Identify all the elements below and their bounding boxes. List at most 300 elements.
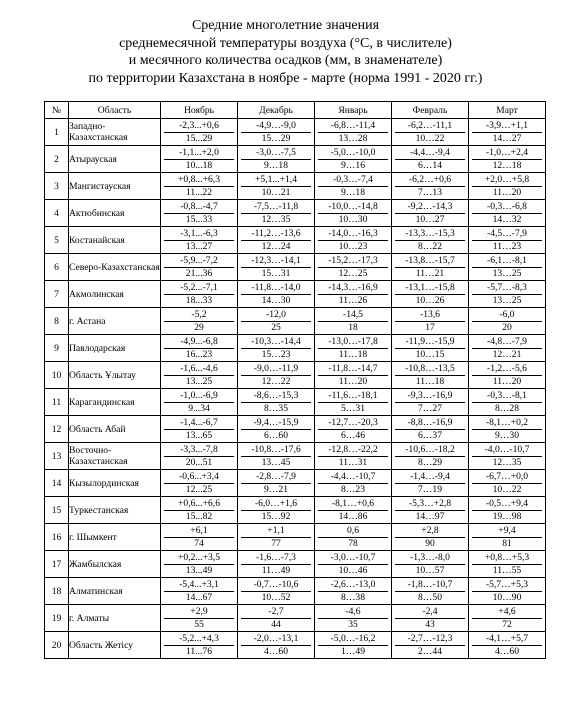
precipitation-value: 10…21 <box>241 186 311 199</box>
fraction <box>161 227 237 253</box>
temperature-value: +1,1 <box>267 524 285 536</box>
precipitation-value: 10…22 <box>472 483 542 496</box>
precipitation-value: 29 <box>164 321 234 334</box>
precipitation-value: 4…60 <box>472 645 542 658</box>
temperature-value: -0,3…-8,1 <box>487 389 527 401</box>
precipitation-value: 13...49 <box>164 564 234 577</box>
value-cell-march <box>469 146 546 173</box>
fraction <box>392 146 468 172</box>
fraction <box>161 524 237 550</box>
precipitation-value: 10…15 <box>395 348 465 361</box>
fraction <box>161 200 237 226</box>
fraction <box>315 119 391 145</box>
fraction <box>315 308 391 334</box>
temperature-value: -6,2…-11,1 <box>407 119 453 131</box>
precipitation-value: 11…55 <box>472 564 542 577</box>
value-cell-january <box>315 119 392 146</box>
fraction <box>315 470 391 496</box>
precipitation-value: 15…31 <box>241 267 311 280</box>
table-row <box>45 308 546 335</box>
precipitation-value: 77 <box>241 537 311 550</box>
precipitation-value: 12…24 <box>241 240 311 253</box>
fraction <box>161 470 237 496</box>
temperature-value: -1,0...-6,9 <box>180 389 218 401</box>
precipitation-value: 17 <box>395 321 465 334</box>
precipitation-value: 1…49 <box>318 645 388 658</box>
precipitation-value: 12…35 <box>472 456 542 469</box>
value-cell-february <box>392 335 469 362</box>
value-cell-january <box>315 389 392 416</box>
table-row <box>45 497 546 524</box>
value-cell-december <box>238 362 315 389</box>
value-cell-january <box>315 146 392 173</box>
value-cell-march <box>469 173 546 200</box>
temperature-value: -5,2...-7,1 <box>180 281 218 293</box>
value-cell-november <box>161 524 238 551</box>
precipitation-value: 4…60 <box>241 645 311 658</box>
temperature-value: -10,3…-14,4 <box>251 335 301 347</box>
precipitation-value: 15…92 <box>241 510 311 523</box>
fraction <box>469 389 545 415</box>
value-cell-november <box>161 227 238 254</box>
temperature-value: -11,6…-18,1 <box>328 389 378 401</box>
temperature-value: -2,7…-12,3 <box>407 632 453 644</box>
value-cell-february <box>392 578 469 605</box>
value-cell-december <box>238 605 315 632</box>
value-cell-december <box>238 335 315 362</box>
fraction <box>161 497 237 523</box>
value-cell-january <box>315 173 392 200</box>
precipitation-value: 15...29 <box>164 132 234 145</box>
fraction <box>238 578 314 604</box>
row-number: 5 <box>45 227 69 254</box>
temperature-value: -13,6 <box>420 308 440 320</box>
table-row <box>45 443 546 470</box>
fraction <box>392 605 468 631</box>
precipitation-value: 7…27 <box>395 402 465 415</box>
precipitation-value: 9…18 <box>241 159 311 172</box>
value-cell-november <box>161 632 238 659</box>
fraction <box>238 308 314 334</box>
temperature-value: +5,1...+1,4 <box>254 173 297 185</box>
precipitation-value: 18 <box>318 321 388 334</box>
temperature-value: -6,8…-11,4 <box>330 119 376 131</box>
precipitation-value: 9…30 <box>472 429 542 442</box>
precipitation-value: 9…18 <box>318 186 388 199</box>
temperature-value: -4,8…-7,9 <box>487 335 527 347</box>
temperature-value: -4,4…-9,4 <box>410 146 450 158</box>
fraction <box>392 200 468 226</box>
value-cell-march <box>469 524 546 551</box>
fraction <box>238 497 314 523</box>
precipitation-value: 11…49 <box>241 564 311 577</box>
temperature-value: -12,8…-22,2 <box>328 443 378 455</box>
precipitation-value: 6…46 <box>318 429 388 442</box>
table-row <box>45 605 546 632</box>
precipitation-value: 16...23 <box>164 348 234 361</box>
value-cell-december <box>238 308 315 335</box>
fraction <box>392 632 468 658</box>
precipitation-value: 12…25 <box>318 267 388 280</box>
table-row <box>45 200 546 227</box>
precipitation-value: 35 <box>318 618 388 631</box>
temperature-value: -10,8…-17,6 <box>251 443 301 455</box>
temperature-value: -0,8...-4,7 <box>180 200 218 212</box>
precipitation-value: 13…28 <box>318 132 388 145</box>
precipitation-value: 12…22 <box>241 375 311 388</box>
table-row <box>45 281 546 308</box>
title-line-4: по территории Казахстана в ноябре - марте (норма 1991 - 2020 гг.) <box>88 70 483 86</box>
temperature-value: -9,4…-15,9 <box>253 416 299 428</box>
region-name: Павлодарская <box>69 335 161 362</box>
row-number: 14 <box>45 470 69 497</box>
value-cell-march <box>469 389 546 416</box>
fraction <box>315 551 391 577</box>
value-cell-january <box>315 497 392 524</box>
temperature-value: -0,7…-10,6 <box>253 578 299 590</box>
precipitation-value: 11…18 <box>318 348 388 361</box>
precipitation-value: 11…20 <box>472 375 542 388</box>
fraction <box>161 254 237 280</box>
precipitation-value: 10…90 <box>472 591 542 604</box>
header-november: Ноябрь <box>161 102 238 119</box>
table-row <box>45 362 546 389</box>
temperature-value: -5,7…-8,3 <box>487 281 527 293</box>
region-name: Алматинская <box>69 578 161 605</box>
table-row <box>45 146 546 173</box>
value-cell-march <box>469 335 546 362</box>
value-cell-january <box>315 632 392 659</box>
precipitation-value: 21...36 <box>164 267 234 280</box>
region-name: Восточно-Казахстанская <box>69 443 161 470</box>
value-cell-january <box>315 605 392 632</box>
temperature-value: -14,0…-16,3 <box>328 227 378 239</box>
temperature-value: -5,0…-16,2 <box>330 632 376 644</box>
temperature-value: -12,3…-14,1 <box>251 254 301 266</box>
value-cell-january <box>315 443 392 470</box>
temperature-value: -2,8…-7,9 <box>256 470 296 482</box>
fraction <box>161 443 237 469</box>
value-cell-january <box>315 551 392 578</box>
temperature-value: +0,2...+3,5 <box>177 551 220 563</box>
temperature-value: -4,6 <box>345 605 361 617</box>
value-cell-january <box>315 362 392 389</box>
value-cell-march <box>469 254 546 281</box>
fraction <box>392 578 468 604</box>
temperature-value: -11,9…-15,9 <box>405 335 455 347</box>
row-number: 12 <box>45 416 69 443</box>
value-cell-february <box>392 551 469 578</box>
fraction <box>161 605 237 631</box>
value-cell-march <box>469 578 546 605</box>
temperature-value: -3,3...-7,8 <box>180 443 218 455</box>
temperature-value: 0,6 <box>347 524 359 536</box>
table-row <box>45 578 546 605</box>
fraction <box>469 578 545 604</box>
table-header <box>45 102 546 119</box>
fraction <box>161 551 237 577</box>
fraction <box>392 335 468 361</box>
fraction <box>469 524 545 550</box>
temperature-value: +2,9 <box>190 605 208 617</box>
temperature-value: -7,5…-11,8 <box>253 200 299 212</box>
value-cell-march <box>469 443 546 470</box>
value-cell-february <box>392 524 469 551</box>
value-cell-february <box>392 497 469 524</box>
table-row <box>45 335 546 362</box>
precipitation-value: 13...65 <box>164 429 234 442</box>
precipitation-value: 78 <box>318 537 388 550</box>
temperature-value: -12,0 <box>266 308 286 320</box>
temperature-value: -11,2…-13,6 <box>251 227 301 239</box>
row-number: 13 <box>45 443 69 470</box>
value-cell-february <box>392 605 469 632</box>
fraction <box>315 254 391 280</box>
fraction <box>469 146 545 172</box>
precipitation-value: 6…60 <box>241 429 311 442</box>
table-row <box>45 227 546 254</box>
table-row <box>45 551 546 578</box>
region-name: Область Жетісу <box>69 632 161 659</box>
fraction <box>315 632 391 658</box>
precipitation-value: 14…97 <box>395 510 465 523</box>
row-number: 6 <box>45 254 69 281</box>
temperature-value: -12,7…-20,3 <box>328 416 378 428</box>
table-body <box>45 119 546 659</box>
fraction <box>238 254 314 280</box>
value-cell-november <box>161 308 238 335</box>
temperature-value: -13,0…-17,8 <box>328 335 378 347</box>
temperature-value: -1,1...+2,0 <box>179 146 219 158</box>
temperature-value: +0,8...+6,3 <box>177 173 220 185</box>
temperature-value: -13,1…-15,8 <box>405 281 455 293</box>
temperature-value: -1,6...-4,6 <box>180 362 218 374</box>
value-cell-march <box>469 281 546 308</box>
value-cell-november <box>161 254 238 281</box>
precipitation-value: 13...25 <box>164 375 234 388</box>
fraction <box>315 227 391 253</box>
temperature-value: -9,0…-11,9 <box>253 362 299 374</box>
table-row <box>45 254 546 281</box>
precipitation-value: 6…14 <box>395 159 465 172</box>
fraction <box>315 362 391 388</box>
temperature-value: -5,4...+3,1 <box>179 578 219 590</box>
precipitation-value: 15…29 <box>241 132 311 145</box>
fraction <box>238 281 314 307</box>
value-cell-november <box>161 443 238 470</box>
temperature-value: -10,0…-14,8 <box>328 200 378 212</box>
temperature-value: -5,3…+2,8 <box>408 497 452 509</box>
value-cell-december <box>238 470 315 497</box>
fraction <box>392 254 468 280</box>
temperature-value: -2,6…-13,0 <box>330 578 376 590</box>
temperature-value: -1,8…-10,7 <box>407 578 453 590</box>
temperature-value: +9,4 <box>498 524 516 536</box>
temperature-value: -15,2…-17,3 <box>328 254 378 266</box>
value-cell-november <box>161 551 238 578</box>
precipitation-value: 20 <box>472 321 542 334</box>
row-number: 3 <box>45 173 69 200</box>
precipitation-value: 25 <box>241 321 311 334</box>
row-number: 4 <box>45 200 69 227</box>
temperature-value: -8,8…-16,9 <box>407 416 453 428</box>
precipitation-value: 8…23 <box>318 483 388 496</box>
row-number: 18 <box>45 578 69 605</box>
temperature-value: -4,5…-7,9 <box>487 227 527 239</box>
row-number: 10 <box>45 362 69 389</box>
value-cell-january <box>315 227 392 254</box>
fraction <box>161 362 237 388</box>
value-cell-february <box>392 254 469 281</box>
fraction <box>238 227 314 253</box>
fraction <box>392 227 468 253</box>
value-cell-december <box>238 524 315 551</box>
temperature-value: -3,0…-7,5 <box>256 146 296 158</box>
temperature-value: -6,0 <box>499 308 515 320</box>
value-cell-march <box>469 200 546 227</box>
precipitation-value: 11…23 <box>472 240 542 253</box>
value-cell-february <box>392 416 469 443</box>
title-line-1: Средние многолетние значения <box>191 18 380 33</box>
value-cell-november <box>161 470 238 497</box>
precipitation-value: 10…52 <box>241 591 311 604</box>
precipitation-value: 11...22 <box>164 186 234 199</box>
temperature-value: -13,8…-15,7 <box>405 254 455 266</box>
precipitation-value: 43 <box>395 618 465 631</box>
row-number: 2 <box>45 146 69 173</box>
table-row <box>45 524 546 551</box>
temperature-value: -14,3…-16,9 <box>328 281 378 293</box>
precipitation-value: 44 <box>241 618 311 631</box>
region-name: Карагандинская <box>69 389 161 416</box>
table-row <box>45 416 546 443</box>
document-title <box>0 17 571 87</box>
region-name: Область Абай <box>69 416 161 443</box>
temperature-value: +0,8…+5,3 <box>484 551 530 563</box>
fraction <box>161 281 237 307</box>
value-cell-december <box>238 146 315 173</box>
temperature-value: -11,8…-14,7 <box>328 362 378 374</box>
temperature-value: -6,7…+0,0 <box>485 470 529 482</box>
header-region: Область <box>69 102 161 119</box>
value-cell-march <box>469 470 546 497</box>
fraction <box>392 362 468 388</box>
fraction <box>315 605 391 631</box>
precipitation-value: 11...76 <box>164 645 234 658</box>
region-name: Мангистауская <box>69 173 161 200</box>
value-cell-january <box>315 470 392 497</box>
value-cell-december <box>238 389 315 416</box>
temperature-value: -0,3…-7,4 <box>333 173 373 185</box>
value-cell-december <box>238 227 315 254</box>
fraction <box>238 389 314 415</box>
value-cell-march <box>469 227 546 254</box>
row-number: 7 <box>45 281 69 308</box>
fraction <box>315 389 391 415</box>
temperature-value: -0,5…+9,4 <box>485 497 529 509</box>
precipitation-value: 10…27 <box>395 213 465 226</box>
precipitation-value: 8…50 <box>395 591 465 604</box>
value-cell-february <box>392 308 469 335</box>
fraction <box>161 173 237 199</box>
precipitation-value: 14…27 <box>472 132 542 145</box>
temperature-value: -4,1…+5,7 <box>485 632 529 644</box>
fraction <box>238 119 314 145</box>
region-name: Северо-Казахстанская <box>69 254 161 281</box>
value-cell-november <box>161 335 238 362</box>
precipitation-value: 13...27 <box>164 240 234 253</box>
fraction <box>469 227 545 253</box>
value-cell-january <box>315 578 392 605</box>
fraction <box>315 200 391 226</box>
fraction <box>161 146 237 172</box>
precipitation-value: 11…26 <box>318 294 388 307</box>
precipitation-value: 10...18 <box>164 159 234 172</box>
precipitation-value: 10…26 <box>395 294 465 307</box>
value-cell-march <box>469 605 546 632</box>
header-february: Февраль <box>392 102 469 119</box>
row-number: 20 <box>45 632 69 659</box>
fraction <box>469 200 545 226</box>
fraction <box>392 470 468 496</box>
temperature-value: -8,1…+0,2 <box>485 416 529 428</box>
value-cell-december <box>238 578 315 605</box>
temperature-value: -3,1...-6,3 <box>180 227 218 239</box>
table-row <box>45 470 546 497</box>
value-cell-february <box>392 227 469 254</box>
region-name: г. Астана <box>69 308 161 335</box>
fraction <box>469 173 545 199</box>
fraction <box>392 173 468 199</box>
value-cell-november <box>161 119 238 146</box>
fraction <box>161 308 237 334</box>
row-number: 9 <box>45 335 69 362</box>
temperature-value: -9,3…-16,9 <box>407 389 453 401</box>
precipitation-value: 81 <box>472 537 542 550</box>
temperature-value: +4,6 <box>498 605 516 617</box>
fraction <box>469 281 545 307</box>
temperature-value: -1,6…-7,3 <box>256 551 296 563</box>
table-row <box>45 632 546 659</box>
temperature-value: -8,1…+0,6 <box>331 497 375 509</box>
precipitation-value: 2…44 <box>395 645 465 658</box>
fraction <box>469 443 545 469</box>
fraction <box>315 578 391 604</box>
temperature-value: -0,6...+3,4 <box>179 470 219 482</box>
precipitation-value: 7…13 <box>395 186 465 199</box>
fraction <box>238 551 314 577</box>
temperature-value: -2,7 <box>268 605 284 617</box>
precipitation-value: 14…86 <box>318 510 388 523</box>
value-cell-november <box>161 146 238 173</box>
fraction <box>392 416 468 442</box>
header-december: Декабрь <box>238 102 315 119</box>
temperature-value: -4,0…-10,7 <box>484 443 530 455</box>
fraction <box>238 173 314 199</box>
precipitation-value: 15…23 <box>241 348 311 361</box>
fraction <box>238 146 314 172</box>
fraction <box>469 254 545 280</box>
title-line-3: и месячного количества осадков (мм, в знаменателе) <box>128 53 443 68</box>
fraction <box>392 119 468 145</box>
value-cell-december <box>238 173 315 200</box>
fraction <box>469 308 545 334</box>
fraction <box>315 497 391 523</box>
temperature-value: -5,0…-10,0 <box>330 146 376 158</box>
fraction <box>315 416 391 442</box>
temperature-value: -6,1…-8,1 <box>487 254 527 266</box>
fraction <box>469 605 545 631</box>
